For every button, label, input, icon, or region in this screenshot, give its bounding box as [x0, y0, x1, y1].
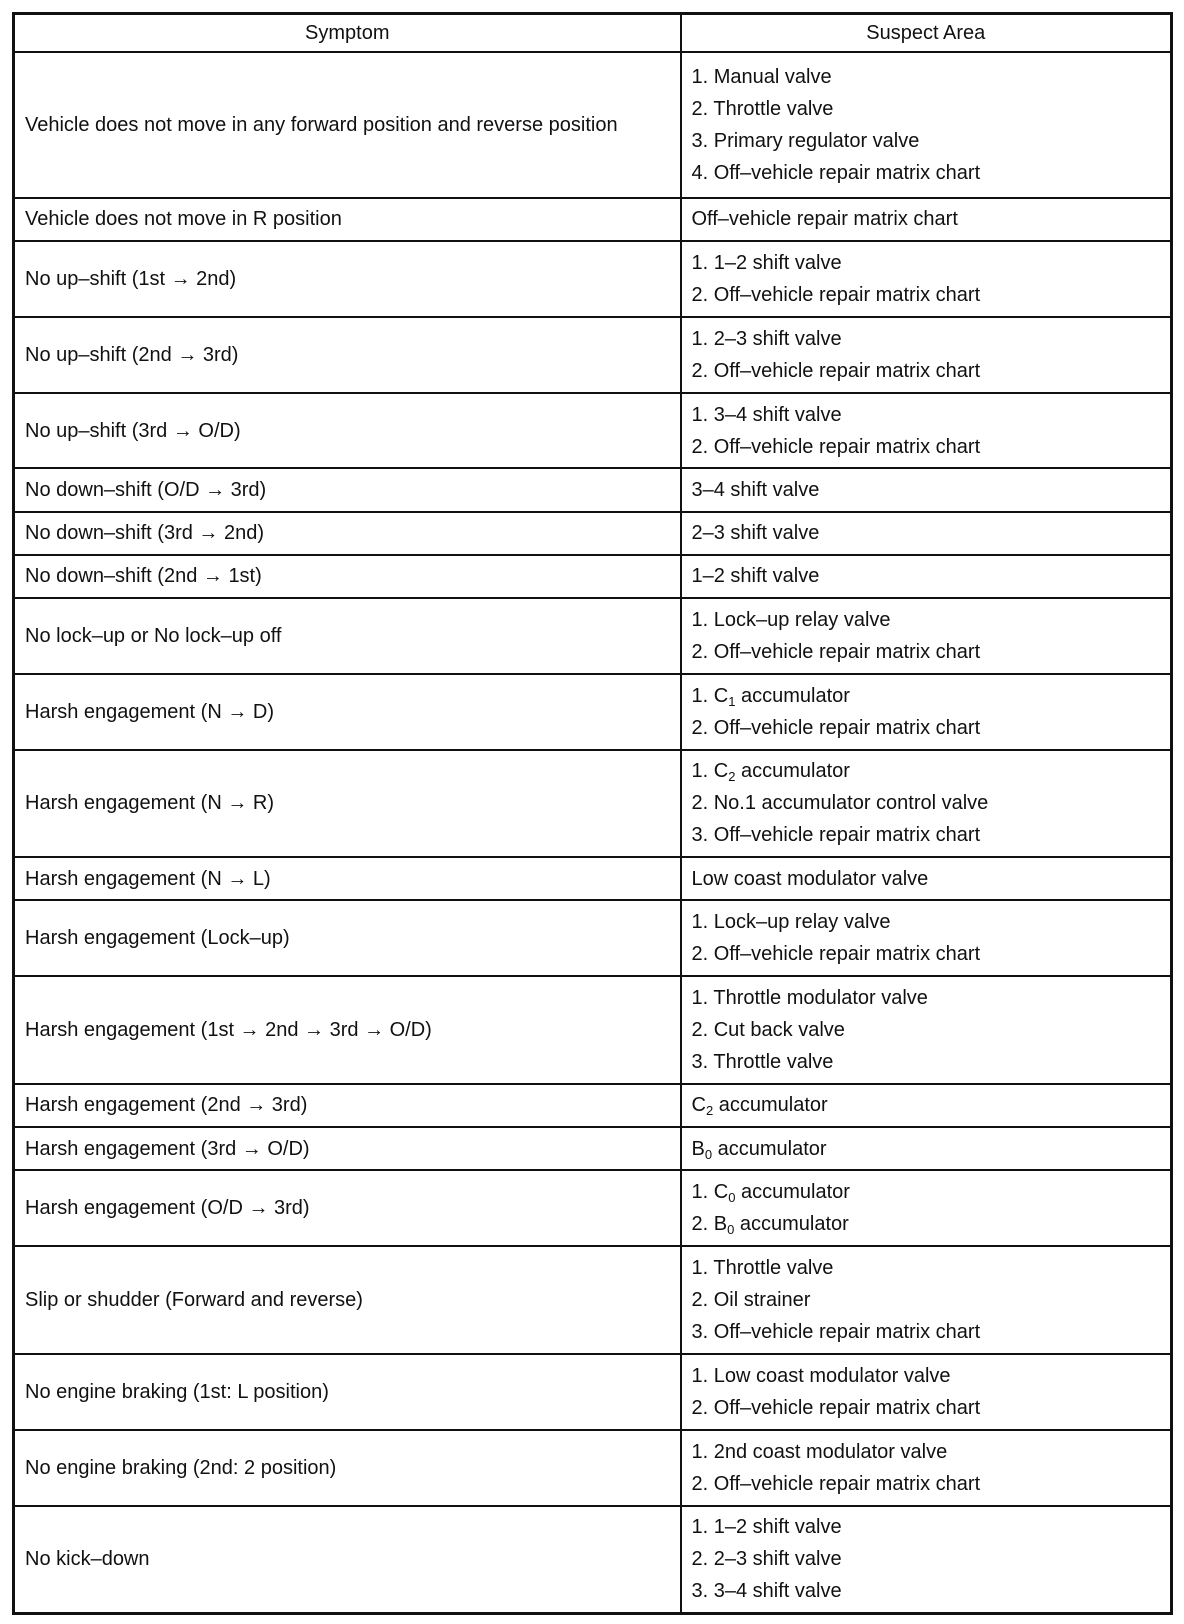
suspect-area-item: 1. 1–2 shift valve [691, 1516, 842, 1539]
suspect-area-item: 2. Oil strainer [691, 1288, 811, 1311]
symptom-cell [14, 857, 681, 900]
suspect-area-cell [681, 1170, 1172, 1246]
table-row [14, 241, 1172, 317]
symptom-text: No lock–up or No lock–up off [25, 624, 282, 647]
suspect-area-item: 2. $B_0$ accumulator [691, 1213, 849, 1238]
symptom-text: No down–shift (3rd → 2nd) [25, 522, 265, 545]
suspect-area-item: 1. 3–4 shift valve [691, 403, 842, 426]
suspect-area-cell [681, 1246, 1172, 1354]
suspect-area-item: 2. Off–vehicle repair matrix chart [691, 1396, 981, 1419]
symptom-cell [14, 1127, 681, 1170]
table-row [14, 393, 1172, 469]
table-row [14, 857, 1172, 900]
suspect-area-item: 2. Off–vehicle repair matrix chart [691, 640, 981, 663]
suspect-area-cell [681, 1127, 1172, 1170]
symptom-cell [14, 976, 681, 1084]
suspect-area-item: Off–vehicle repair matrix chart [691, 208, 958, 231]
suspect-area-cell [681, 555, 1172, 598]
suspect-area-item: 3. Primary regulator valve [691, 129, 920, 152]
suspect-area-item: 2. Cut back valve [691, 1019, 845, 1042]
suspect-area-item: 2. 2–3 shift valve [691, 1548, 842, 1571]
symptom-text: Slip or shudder (Forward and reverse) [25, 1288, 363, 1311]
symptom-text: No down–shift (2nd → 1st) [25, 565, 262, 588]
suspect-area-item: 1. Lock–up relay valve [691, 608, 891, 631]
symptom-cell [14, 52, 681, 198]
table-row [14, 555, 1172, 598]
suspect-area-cell [681, 750, 1172, 858]
suspect-area-item: 3. Off–vehicle repair matrix chart [691, 1320, 981, 1343]
table-row [14, 674, 1172, 750]
symptom-cell [14, 674, 681, 750]
suspect-area-cell [681, 52, 1172, 198]
suspect-area-cell [681, 1084, 1172, 1127]
symptom-text: Harsh engagement (N → R) [25, 792, 274, 815]
symptom-cell [14, 750, 681, 858]
suspect-area-item: 1. Lock–up relay valve [691, 911, 891, 934]
suspect-area-item: 2. Off–vehicle repair matrix chart [691, 943, 981, 966]
suspect-area-item: 2. Off–vehicle repair matrix chart [691, 716, 981, 739]
symptom-cell [14, 900, 681, 976]
suspect-area-item: 1. Low coast modulator valve [691, 1364, 951, 1387]
symptom-text: No up–shift (2nd → 3rd) [25, 343, 239, 366]
suspect-area-item: Low coast modulator valve [691, 867, 929, 890]
symptom-text: No kick–down [25, 1548, 150, 1571]
suspect-area-item: 1. Manual valve [691, 65, 832, 88]
troubleshooting-table [12, 12, 1173, 1615]
symptom-cell [14, 468, 681, 511]
symptom-cell [14, 1246, 681, 1354]
suspect-area-item: 1. $C_2$ accumulator [691, 760, 850, 785]
suspect-area-item: 1. $C_0$ accumulator [691, 1181, 850, 1206]
table-row [14, 1430, 1172, 1506]
symptom-text: No up–shift (3rd → O/D) [25, 419, 241, 442]
symptom-text: Vehicle does not move in R position [25, 208, 342, 231]
table-row [14, 317, 1172, 393]
symptom-text: Harsh engagement (N → D) [25, 700, 274, 723]
suspect-area-item: 1. 1–2 shift valve [691, 251, 842, 274]
table-row [14, 1246, 1172, 1354]
suspect-area-cell [681, 674, 1172, 750]
table-row [14, 750, 1172, 858]
symptom-text: Harsh engagement (Lock–up) [25, 927, 290, 950]
suspect-area-cell [681, 393, 1172, 469]
table-row [14, 1084, 1172, 1127]
suspect-area-item: 4. Off–vehicle repair matrix chart [691, 161, 981, 184]
symptom-cell [14, 1170, 681, 1246]
suspect-area-cell [681, 900, 1172, 976]
table-row [14, 1354, 1172, 1430]
table-body [14, 52, 1172, 1614]
suspect-area-cell [681, 317, 1172, 393]
suspect-area-item: $B_0$ accumulator [691, 1137, 827, 1162]
symptom-cell [14, 598, 681, 674]
suspect-area-cell [681, 857, 1172, 900]
symptom-cell [14, 1506, 681, 1614]
suspect-area-item: 3. Throttle valve [691, 1051, 834, 1074]
table-row [14, 598, 1172, 674]
table-row [14, 1170, 1172, 1246]
suspect-area-cell [681, 1354, 1172, 1430]
symptom-text: Harsh engagement (1st → 2nd → 3rd → O/D) [25, 1019, 432, 1042]
table-row [14, 1506, 1172, 1614]
suspect-area-item: 3. Off–vehicle repair matrix chart [691, 824, 981, 847]
symptom-cell [14, 393, 681, 469]
symptom-text: No engine braking (2nd: 2 position) [25, 1456, 337, 1479]
symptom-text: Harsh engagement (O/D → 3rd) [25, 1197, 310, 1220]
suspect-area-cell [681, 598, 1172, 674]
table-header-row [14, 14, 1172, 53]
symptom-text: No engine braking (1st: L position) [25, 1380, 329, 1403]
symptom-text: No down–shift (O/D → 3rd) [25, 479, 267, 501]
symptom-cell [14, 317, 681, 393]
symptom-column-header: Symptom [14, 14, 681, 53]
symptom-text: Harsh engagement (N → L) [25, 867, 271, 890]
symptom-cell [14, 1430, 681, 1506]
symptom-cell [14, 512, 681, 555]
suspect-area-item: 1. Throttle modulator valve [691, 987, 928, 1010]
suspect-area-item: 1. Throttle valve [691, 1256, 834, 1279]
symptom-text: Harsh engagement (2nd → 3rd) [25, 1094, 308, 1117]
table-row [14, 976, 1172, 1084]
table-row [14, 198, 1172, 241]
table-row [14, 1127, 1172, 1170]
suspect-area-column-header: Suspect Area [681, 14, 1172, 53]
table-row [14, 468, 1172, 511]
suspect-area-item: 1. 2–3 shift valve [691, 327, 842, 350]
suspect-area-item: 1–2 shift valve [691, 565, 820, 588]
suspect-area-item: 2–3 shift valve [691, 522, 820, 545]
symptom-cell [14, 241, 681, 317]
table-row [14, 52, 1172, 198]
suspect-area-item: 3. 3–4 shift valve [691, 1580, 842, 1603]
symptom-text: Vehicle does not move in any forward position and reverse position [25, 113, 618, 136]
suspect-area-cell [681, 198, 1172, 241]
symptom-text: Harsh engagement (3rd → O/D) [25, 1137, 310, 1160]
suspect-area-cell [681, 468, 1172, 511]
suspect-area-cell [681, 1430, 1172, 1506]
suspect-area-cell [681, 241, 1172, 317]
suspect-area-item: 1. $C_1$ accumulator [691, 684, 850, 709]
suspect-area-item: 2. Off–vehicle repair matrix chart [691, 1472, 981, 1495]
suspect-area-item: 1. 2nd coast modulator valve [691, 1440, 948, 1463]
suspect-area-item: 2. No.1 accumulator control valve [691, 792, 989, 815]
suspect-area-cell [681, 976, 1172, 1084]
table-row [14, 900, 1172, 976]
symptom-cell [14, 1084, 681, 1127]
table-row [14, 512, 1172, 555]
symptom-text: No up–shift (1st → 2nd) [25, 267, 237, 290]
suspect-area-item: 2. Off–vehicle repair matrix chart [691, 435, 981, 458]
suspect-area-item: 3–4 shift valve [691, 479, 820, 501]
suspect-area-cell [681, 512, 1172, 555]
symptom-cell [14, 198, 681, 241]
symptom-cell [14, 555, 681, 598]
suspect-area-item: 2. Off–vehicle repair matrix chart [691, 283, 981, 306]
suspect-area-item: $C_2$ accumulator [691, 1094, 828, 1119]
suspect-area-item: 2. Throttle valve [691, 97, 834, 120]
symptom-cell [14, 1354, 681, 1430]
suspect-area-item: 2. Off–vehicle repair matrix chart [691, 359, 981, 382]
suspect-area-cell [681, 1506, 1172, 1614]
